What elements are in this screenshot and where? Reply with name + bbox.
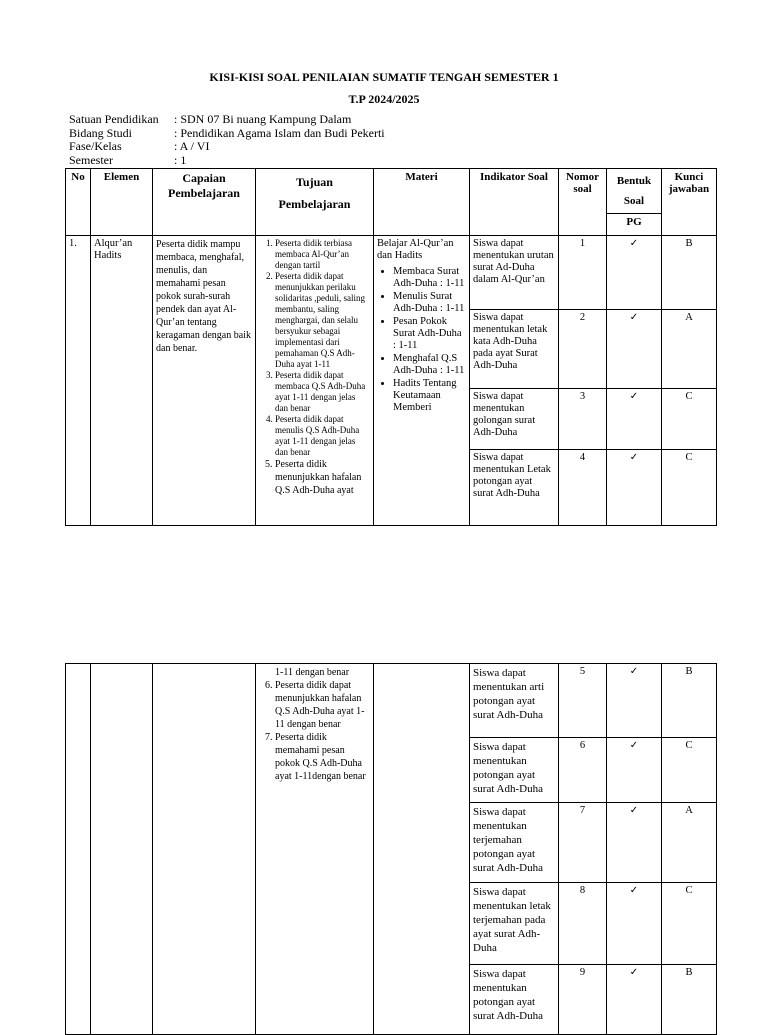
info-label: Fase/Kelas	[69, 139, 122, 153]
info-row-satuan	[69, 113, 385, 127]
cell-materi	[374, 664, 470, 1035]
check-icon: ✓	[607, 450, 662, 526]
cell-indikator: Siswa dapat menentukan letak terjemahan pada ayat surat Adh-Duha	[470, 883, 559, 965]
check-icon: ✓	[607, 803, 662, 883]
cell-nomor: 8	[559, 883, 607, 965]
cell-kunci: C	[662, 389, 717, 450]
check-icon: ✓	[607, 965, 662, 1035]
cell-nomor: 4	[559, 450, 607, 526]
materi-intro: Belajar Al-Qur’an dan Hadits	[377, 238, 454, 261]
check-icon: ✓	[607, 738, 662, 803]
cell-tujuan	[256, 236, 374, 526]
cell-nomor: 3	[559, 389, 607, 450]
header-kunci: Kunci jawaban	[662, 169, 717, 236]
cell-elemen	[91, 664, 153, 1035]
header-bentuk-pg: PG	[607, 214, 662, 236]
check-icon: ✓	[607, 389, 662, 450]
tujuan-continuation: 1-11 dengan benar	[275, 667, 350, 678]
cell-kunci: B	[662, 664, 717, 738]
materi-item: • Membaca Surat Adh-Duha : 1-11	[393, 266, 466, 290]
info-block	[69, 113, 385, 167]
cell-indikator: Siswa dapat menentukan potongan ayat surat Adh-Duha	[470, 965, 559, 1035]
info-row-fase	[69, 140, 385, 154]
header-no: No	[66, 169, 91, 236]
cell-kunci: A	[662, 803, 717, 883]
info-row-bidang	[69, 127, 385, 141]
cell-indikator: Siswa dapat menentukan terjemahan potongan ayat surat Adh-Duha	[470, 803, 559, 883]
cell-elemen: Alqur’an Hadits	[91, 236, 153, 526]
info-value: : 1	[174, 152, 187, 167]
header-bentuk: Bentuk Soal	[607, 169, 662, 214]
cell-kunci: C	[662, 883, 717, 965]
info-label: Satuan Pendidikan	[69, 112, 159, 126]
tujuan-item: 1. Peserta didik terbiasa membaca Al-Qur’an dengan tartil	[275, 238, 370, 271]
cell-nomor: 1	[559, 236, 607, 310]
cell-nomor: 5	[559, 664, 607, 738]
cell-capaian: Peserta didik mampu membaca, menghafal, menulis, dan memahami pesan pokok surah-surah pendek dan ayat Al-Qur’an tentang keragaman dengan baik dan benar.	[153, 236, 256, 526]
cell-tujuan	[256, 664, 374, 1035]
cell-nomor: 6	[559, 738, 607, 803]
cell-nomor: 9	[559, 965, 607, 1035]
check-icon: ✓	[607, 664, 662, 738]
info-row-semester	[69, 154, 385, 168]
cell-indikator: Siswa dapat menentukan Letak potongan ayat surat Adh-Duha	[470, 450, 559, 526]
document-title: KISI-KISI SOAL PENILAIAN SUMATIF TENGAH SEMESTER 1	[209, 70, 559, 84]
tujuan-item: 5. Peserta didik menunjukkan hafalan Q.S Adh-Duha ayat	[275, 458, 370, 497]
info-value: : SDN 07 Bi nuang Kampung Dalam	[174, 112, 352, 126]
materi-item: • Menulis Surat Adh-Duha : 1-11	[393, 291, 466, 315]
tujuan-list	[259, 679, 370, 783]
cell-indikator: Siswa dapat menentukan potongan ayat surat Adh-Duha	[470, 738, 559, 803]
kisi-table-page2	[65, 663, 717, 1035]
materi-item: • Hadits Tentang Keutamaan Memberi	[393, 378, 466, 414]
kisi-table-page1	[65, 168, 717, 526]
tujuan-list	[259, 238, 370, 497]
cell-nomor: 7	[559, 803, 607, 883]
header-tujuan: Tujuan Pembelajaran	[256, 169, 374, 236]
header-indikator: Indikator Soal	[470, 169, 559, 236]
cell-capaian	[153, 664, 256, 1035]
materi-item: • Menghafal Q.S Adh-Duha : 1-11	[393, 353, 466, 377]
cell-kunci: B	[662, 965, 717, 1035]
cell-kunci: C	[662, 738, 717, 803]
cell-indikator: Siswa dapat menentukan arti potongan ayat surat Adh-Duha	[470, 664, 559, 738]
info-label: Semester	[69, 152, 113, 167]
materi-list	[377, 266, 466, 414]
cell-indikator: Siswa dapat menentukan urutan surat Ad-Duha dalam Al-Qur’an	[470, 236, 559, 310]
tujuan-item: 7. Peserta didik memahami pesan pokok Q.S Adh-Duha ayat 1-11dengan benar	[275, 731, 370, 783]
info-value: : A / VI	[174, 139, 210, 153]
tujuan-item: 2. Peserta didik dapat menunjukkan perilaku solidaritas ,peduli, saling membantu, saling menghargai, dan selalu bersyukur sebagai implementasi dari pemahaman Q.S Adh-Duha ayat 1-11	[275, 271, 370, 370]
materi-item: • Pesan Pokok Surat Adh-Duha : 1-11	[393, 316, 466, 352]
info-value: : Pendidikan Agama Islam dan Budi Pekerti	[174, 125, 385, 140]
info-label: Bidang Studi	[69, 125, 133, 140]
header-materi: Materi	[374, 169, 470, 236]
tujuan-item: 4. Peserta didik dapat menulis Q.S Adh-Duha ayat 1-11 dengan jelas dan benar	[275, 414, 370, 458]
check-icon: ✓	[607, 236, 662, 310]
header-nomor: Nomor soal	[559, 169, 607, 236]
document-subtitle: T.P 2024/2025	[348, 92, 420, 106]
cell-kunci: A	[662, 310, 717, 389]
tujuan-item: 3. Peserta didik dapat membaca Q.S Adh-Duha ayat 1-11 dengan jelas dan benar	[275, 370, 370, 414]
check-icon: ✓	[607, 310, 662, 389]
header-capaian: Capaian Pembelajaran	[153, 169, 256, 236]
cell-kunci: B	[662, 236, 717, 310]
tujuan-item: 6. Peserta didik dapat menunjukkan hafalan Q.S Adh-Duha ayat 1-11 dengan benar	[275, 679, 370, 731]
cell-materi	[374, 236, 470, 526]
cell-nomor: 2	[559, 310, 607, 389]
cell-indikator: Siswa dapat menentukan letak kata Adh-Duha pada ayat Surat Adh-Duha	[470, 310, 559, 389]
cell-kunci: C	[662, 450, 717, 526]
header-elemen: Elemen	[91, 169, 153, 236]
cell-indikator: Siswa dapat menentukan golongan surat Adh-Duha	[470, 389, 559, 450]
check-icon: ✓	[607, 883, 662, 965]
cell-no: 1.	[66, 236, 91, 526]
cell-no	[66, 664, 91, 1035]
